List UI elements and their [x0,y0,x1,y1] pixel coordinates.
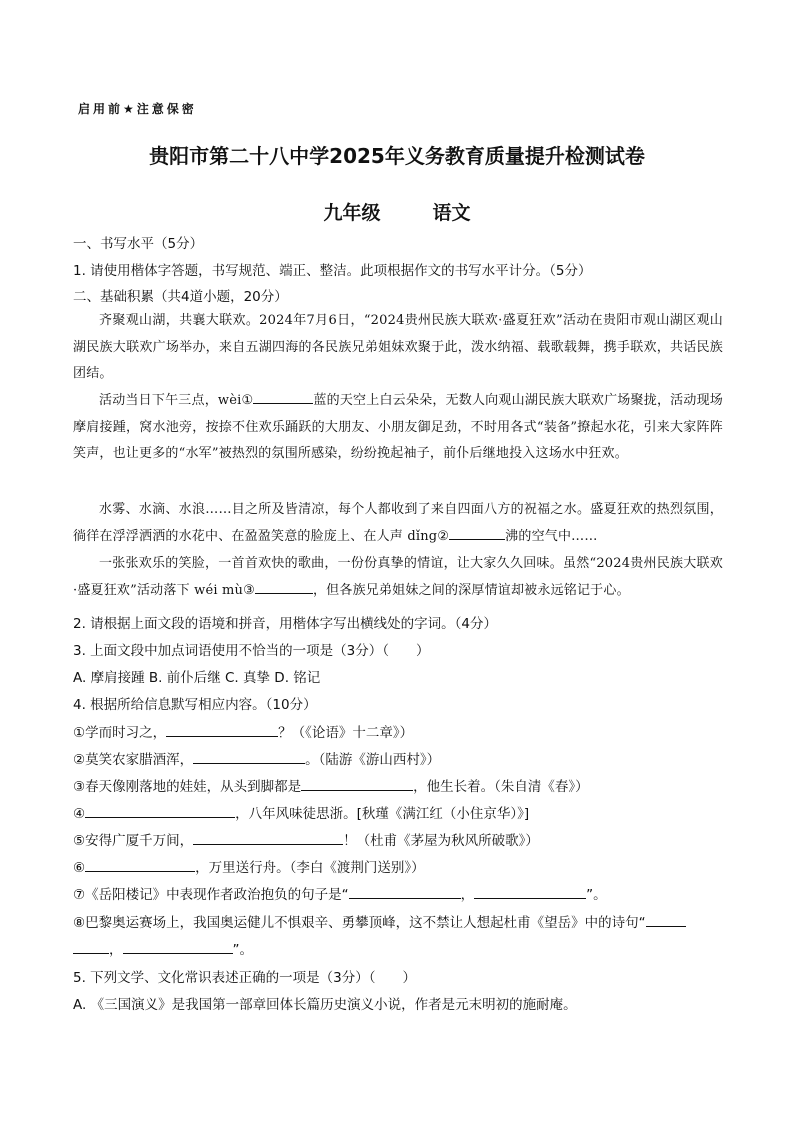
passage-paragraph-2 [73,388,723,468]
section2-heading: 二、基础积累（共4道小题，20分） [73,289,288,305]
question-4-item-6: ⑥ ，万里送行舟。（李白《渡荆门送别》） [73,856,425,876]
answer-blank[interactable] [123,939,233,954]
passage-text: ，但各族兄弟姐妹之间的深厚情谊却被永远铭记于心。 [312,582,630,598]
exam-subtitle [0,198,794,225]
question-3-options: A. 摩肩接踵 B. 前仆后继 C. 真挚 D. 铭记 [73,670,321,686]
answer-blank-2[interactable] [449,525,505,540]
passage-paragraph-3 [73,497,723,550]
answer-blank[interactable] [193,830,343,845]
answer-blank[interactable] [474,884,586,899]
question-3: 3. 上面文段中加点词语使用不恰当的一项是（3分）（ ） [73,643,430,659]
answer-blank[interactable] [646,912,686,927]
question-5-option-a: A. 《三国演义》是我国第一部章回体长篇历史演义小说，作者是元末明初的施耐庵。 [73,997,577,1013]
passage-text: 水雾、水滴、水浪……目之所及皆清凉，每个人都收到了来自四面八方的祝福之水。盛夏狂欢的热烈氛围，徜徉在浮浮洒洒的水花中、在盈盈笑意的脸庞上、在人声 dǐng② [73,502,723,544]
question-4-item-2: ②莫笑农家腊酒浑， 。（陆游《游山西村》） [73,748,440,768]
passage-paragraph-4 [73,551,723,604]
answer-blank-1[interactable] [253,389,313,404]
question-4-item-7: ⑦《岳阳楼记》中表现作者政治抱负的句子是“ ， ”。 [73,883,607,903]
answer-blank[interactable] [349,884,461,899]
question-4-item-3: ③春天像刚落地的娃娃，从头到脚都是 ，他生长着。（朱自清《春》） [73,775,589,795]
question-4-item-1: ①学而时习之， ？（《论语》十二章》） [73,721,413,741]
question-4-item-5: ⑤安得广厦千万间， ！（杜甫《茅屋为秋风所破歌》） [73,829,539,849]
passage-paragraph-1: 齐聚观山湖，共襄大联欢。2024年7月6日，“2024贵州民族大联欢·盛夏狂欢”活动在贵阳市观山湖区观山湖民族大联欢广场举办，来自五湖四海的各民族兄弟姐妹欢聚于此，泼水纳福、载歌载舞，携手联欢，共话民族团结。 [73,313,723,381]
question-4-item-4: ④ ，八年风味徒思浙。[秋瑾《满江红（小住京华）》] [73,802,529,822]
answer-blank[interactable] [85,803,235,818]
answer-blank[interactable] [301,776,413,791]
answer-blank[interactable] [193,749,305,764]
question-4-item-8: ⑧巴黎奥运赛场上，我国奥运健儿不惧艰辛、勇攀顶峰，这不禁让人想起杜甫《望岳》中的诗句“ [73,911,686,931]
answer-blank[interactable] [73,939,109,954]
passage-text: 活动当日下午三点，wèi① [99,393,254,408]
section1-heading: 一、书写水平（5分） [73,236,204,252]
answer-blank-3[interactable] [255,579,313,594]
question-2: 2. 请根据上面文段的语境和拼音，用楷体字写出横线处的字词。（4分） [73,616,498,632]
subject-label: 语文 [432,202,471,224]
passage-text: 一张张欢乐的笑脸，一首首欢快的歌曲，一份份真挚的情谊，让大家久久回味。虽然“2024贵州民族大联欢·盛夏狂欢”活动落下 wéi mù③ [73,556,723,598]
question-1: 1. 请使用楷体字答题，书写规范、端正、整洁。此项根据作文的书写水平计分。（5分） [73,263,592,279]
answer-blank[interactable] [166,722,278,737]
exam-title: 贵阳市第二十八中学2025年义务教育质量提升检测试卷 [149,144,645,168]
passage-text: 沸的空气中…… [505,528,598,544]
passage-text: 蓝的天空上白云朵朵，无数人向观山湖民族大联欢广场聚拢，活动现场摩肩接踵，窝水池旁，按捺不住欢乐踊跃的大朋友、小朋友御足劲，不时用各式“装备”撩起水花，引来大家阵阵笑声，也让更多的“水军”被热烈的氛围所感染，纷纷挽起袖子，前仆后继地投入这场水中狂欢。 [73,393,724,461]
answer-blank[interactable] [85,857,195,872]
question-4: 4. 根据所给信息默写相应内容。（10分） [73,697,317,713]
question-4-item-8-cont: ， ”。 [73,938,253,958]
confidential-notice: 启用前★注意保密 [78,102,197,116]
grade-label: 九年级 [323,202,381,224]
question-5: 5. 下列文学、文化常识表述正确的一项是（3分）（ ） [73,970,417,986]
